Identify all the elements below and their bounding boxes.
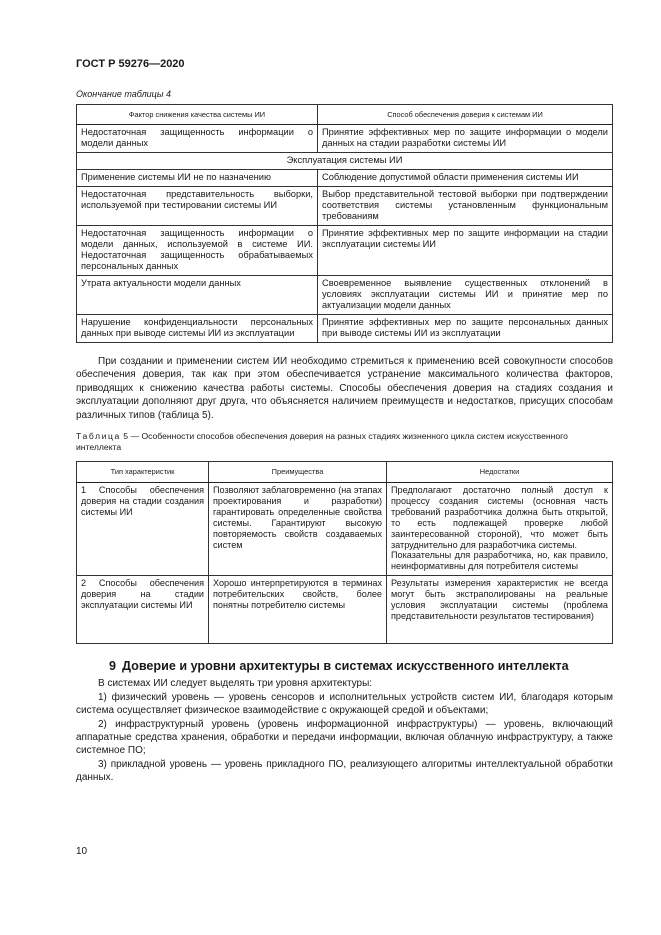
table-5 <box>76 461 613 644</box>
table5-caption-label: Таблица <box>76 431 121 442</box>
table-row <box>77 125 613 153</box>
table4-method-cell: Выбор представительной тестовой выборки при подтверждении соответствия системы установленным функциональным требованиям <box>318 187 613 226</box>
table-row <box>77 276 613 315</box>
table4-method-cell: Своевременное выявление существенных отклонений в условиях эксплуатации системы ИИ и принятие мер по актуализации модели данных <box>318 276 613 315</box>
page-number: 10 <box>76 846 88 857</box>
table5-caption-text: 5 — Особенности способов обеспечения доверия на разных стадиях жизненного цикла систем искусственного интеллекта <box>76 431 568 453</box>
section9-item-application: 3) прикладной уровень — уровень прикладного ПО, реализующего алгоритмы интеллектуальной обработки данных. <box>76 758 613 784</box>
table4-factor-cell: Недостаточная представительность выборки, используемой при тестировании системы ИИ <box>77 187 318 226</box>
table5-caption <box>76 431 613 453</box>
table5-disadvantages-text: Предполагают достаточно полный доступ к процессу создания системы (основная часть требований разработчика должна быть открытой, то есть подлежащей проверке любой заинтересованной стороной), что может быть затруднительно для разработчика системы. <box>391 485 608 550</box>
table5-col3-header: Недостатки <box>387 462 613 483</box>
table-row <box>77 226 613 276</box>
table4-method-cell: Принятие эффективных мер по защите информации на стадии эксплуатации системы ИИ <box>318 226 613 276</box>
table5-disadvantages-cell <box>387 483 613 576</box>
table-row <box>77 187 613 226</box>
document-page <box>76 58 613 785</box>
table5-disadvantages-cell: Результаты измерения характеристик не всегда могут быть экстраполированы на реальные условия эксплуатации системы (проблема представительности результатов тестирования) <box>387 576 613 644</box>
paragraph-trust-methods: При создании и применении систем ИИ необходимо стремиться к применению всей совокупности способов обеспечения доверия, так как при этом обеспечивается устранение максимального количества факторов, приводящих к снижению качества работы системы. Способы обеспечения доверия на стадиях создания и эксплуатации дополняют друг друга, что объясняется наличием преимуществ и недостатков, присущих способам различных типов (таблица 5). <box>76 356 613 421</box>
table5-col2-header: Преимущества <box>209 462 387 483</box>
section-number: 9 <box>109 659 117 674</box>
table5-header-row <box>77 462 613 483</box>
table5-type-cell: 1 Способы обеспечения доверия на стадии создания системы ИИ <box>77 483 209 576</box>
document-id: ГОСТ Р 59276—2020 <box>76 58 185 70</box>
section-title: Доверие и уровни архитектуры в системах искусственного интеллекта <box>122 659 569 674</box>
section9-item-infrastructure: 2) инфраструктурный уровень (уровень информационной инфраструктуры) — уровень, включающий аппаратные средства хранения, обработки и передачи информации, включая облачную инфраструктуру, а также системное ПО; <box>76 718 613 757</box>
table-row <box>77 483 613 576</box>
table-row <box>77 153 613 170</box>
table-4 <box>76 104 613 343</box>
table4-col2-header: Способ обеспечения доверия к системам ИИ <box>318 105 613 125</box>
table5-type-cell: 2 Способы обеспечения доверия на стадии эксплуатации системы ИИ <box>77 576 209 644</box>
table4-header-row <box>77 105 613 125</box>
table4-factor-cell: Недостаточная защищенность информации о модели данных <box>77 125 318 153</box>
table-row <box>77 170 613 187</box>
table-row <box>77 315 613 343</box>
table5-disadvantages-text: Показательны для разработчика, но, как правило, неинформативны для потребителя системы <box>391 550 608 572</box>
table4-factor-cell: Утрата актуальности модели данных <box>77 276 318 315</box>
table5-col1-header: Тип характеристик <box>77 462 209 483</box>
section9-item-physical: 1) физический уровень — уровень сенсоров и исполнительных устройств систем ИИ, благодаря которым система осуществляет физическое взаимодействие с окружающей средой и объектами; <box>76 691 613 717</box>
table4-caption: Окончание таблицы 4 <box>76 89 171 99</box>
table4-factor-cell: Применение системы ИИ не по назначению <box>77 170 318 187</box>
table5-advantages-cell: Хорошо интерпретируются в терминах потребительских свойств, более понятны потребителю системы <box>209 576 387 644</box>
table4-factor-cell: Недостаточная защищенность информации о модели данных, используемой в системе ИИ. Недостаточная защищенность обрабатываемых персональных данных <box>77 226 318 276</box>
table4-method-cell: Принятие эффективных мер по защите персональных данных при выводе системы ИИ из эксплуатации <box>318 315 613 343</box>
table4-method-cell: Соблюдение допустимой области применения системы ИИ <box>318 170 613 187</box>
table-row <box>77 576 613 644</box>
section-9-heading <box>76 659 613 673</box>
table4-section-row: Эксплуатация системы ИИ <box>77 153 613 170</box>
table5-advantages-cell: Позволяют заблаговременно (на этапах проектирования и разработки) гарантировать определенные свойства системы. Гарантируют высокую повторяемость свойств создаваемых систем <box>209 483 387 576</box>
table4-col1-header: Фактор снижения качества системы ИИ <box>77 105 318 125</box>
table4-factor-cell: Нарушение конфиденциальности персональных данных при выводе системы ИИ из эксплуатации <box>77 315 318 343</box>
table4-method-cell: Принятие эффективных мер по защите информации о модели данных на стадии разработки системы ИИ <box>318 125 613 153</box>
section9-intro: В системах ИИ следует выделять три уровня архитектуры: <box>98 678 373 690</box>
